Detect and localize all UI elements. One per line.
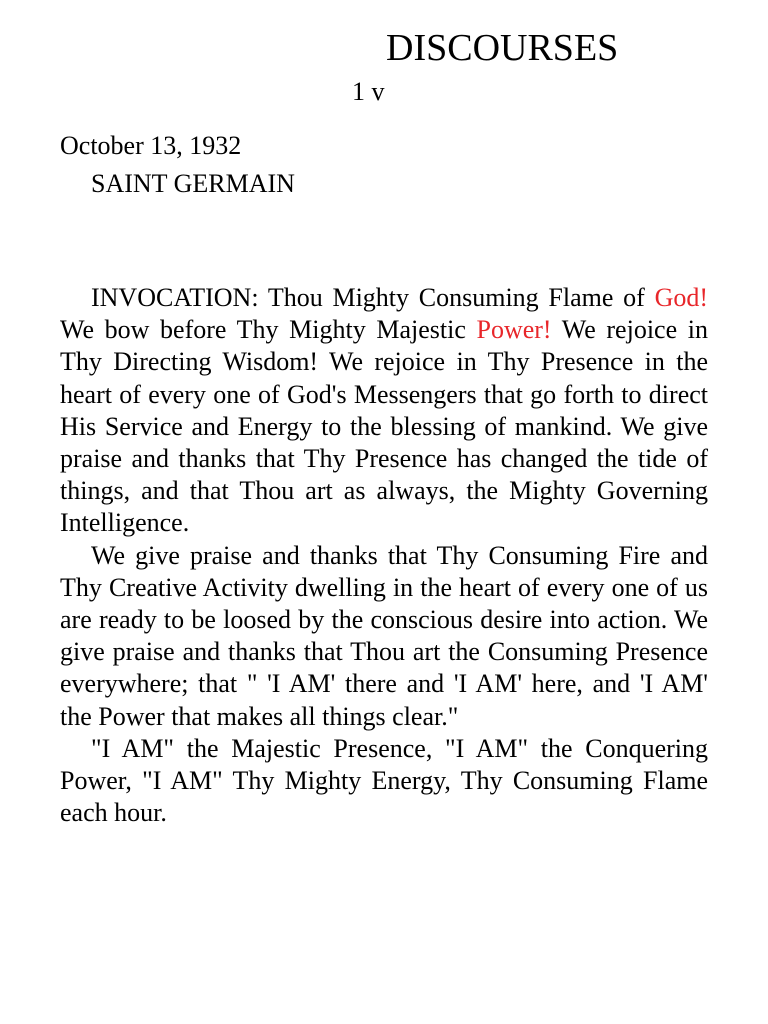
paragraph-i-am: "I AM" the Majestic Presence, "I AM" the Conquering Power, "I AM" Thy Mighty Energy, Thy Consuming Flame each hour. [60, 733, 708, 828]
paragraph-invocation [60, 282, 708, 540]
discourse-date: October 13, 1932 [60, 131, 242, 160]
invocation-text-middle: We bow before Thy Mighty Majestic [60, 315, 477, 345]
highlight-god: God! [654, 283, 708, 312]
volume-label: 1 v [352, 77, 385, 106]
page-title: DISCOURSES [386, 27, 619, 69]
discourse-body [60, 282, 708, 829]
highlight-power: Power! [476, 315, 552, 345]
discourse-author: SAINT GERMAIN [91, 169, 295, 198]
invocation-text-end: We rejoice in Thy Directing Wisdom! We rejoice in Thy Presence in the heart of every one of God's Messengers that go forth to direct His Service and Energy to the blessing of mankind. We give praise and thanks that Thy Presence has changed the tide of things, and that Thou art as always, the Mighty Governing Intelligence. [60, 315, 708, 538]
paragraph-praise: We give praise and thanks that Thy Consuming Fire and Thy Creative Activity dwelling in the heart of every one of us are ready to be loosed by the conscious desire into action. We give praise and thanks that Thou art the Consuming Presence everywhere; that " 'I AM' there and 'I AM' here, and 'I AM' the Power that makes all things clear." [60, 540, 708, 731]
invocation-text-start: INVOCATION: Thou Mighty Consuming Flame of [91, 283, 655, 312]
